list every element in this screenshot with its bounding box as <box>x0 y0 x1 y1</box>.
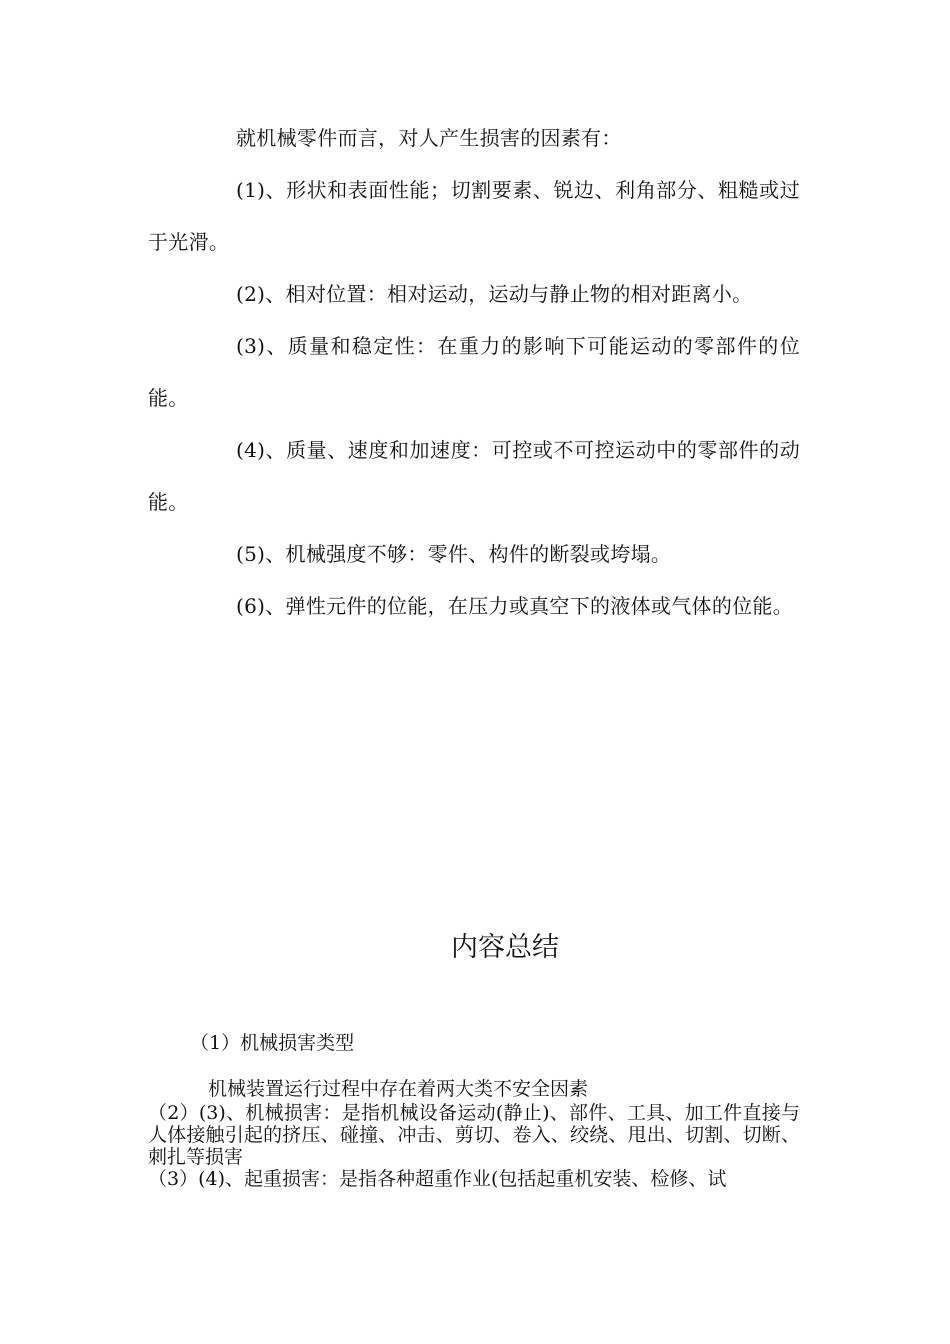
intro-paragraph: 就机械零件而言，对人产生损害的因素有： <box>236 126 622 150</box>
factor-1-paragraph: (1)、形状和表面性能；切割要素、锐边、利角部分、粗糙或过于光滑。 <box>148 178 800 254</box>
factor-6-paragraph: (6)、弹性元件的位能，在压力或真空下的液体或气体的位能。 <box>236 594 794 618</box>
summary-title: 内容总结 <box>451 932 559 963</box>
factor-2-paragraph: (2)、相对位置：相对运动，运动与静止物的相对距离小。 <box>236 282 753 306</box>
summary-item-2: （2）(3)、机械损害：是指机械设备运动(静止)、部件、工具、加工件直接与人体接触引起的挤压、碰撞、冲击、剪切、卷入、绞绕、甩出、切割、切断、刺扎等损害 <box>148 1102 800 1168</box>
summary-item-3: （3）(4)、起重损害：是指各种超重作业(包括起重机安装、检修、试 <box>148 1168 727 1190</box>
summary-heading: （1）机械损害类型 <box>190 1032 355 1054</box>
summary-intro: 机械装置运行过程中存在着两大类不安全因素 <box>208 1078 589 1100</box>
summary-items <box>148 1102 800 1190</box>
factor-3-paragraph: (3)、质量和稳定性：在重力的影响下可能运动的零部件的位能。 <box>148 334 800 410</box>
factor-5-paragraph: (5)、机械强度不够：零件、构件的断裂或垮塌。 <box>236 542 672 566</box>
factor-4-paragraph: (4)、质量、速度和加速度：可控或不可控运动中的零部件的动能。 <box>148 438 800 514</box>
